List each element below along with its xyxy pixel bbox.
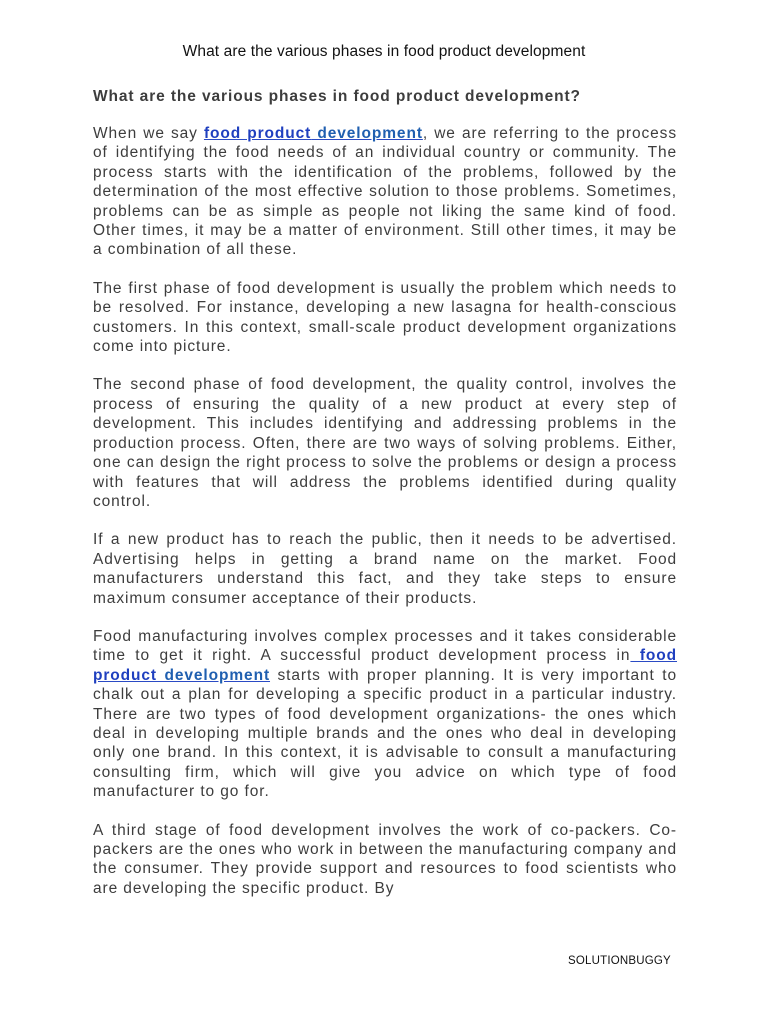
food-product-development-link[interactable]: [204, 125, 423, 142]
article-heading: What are the various phases in food product development?: [93, 88, 581, 105]
paragraph-intro-rest: , we are referring to the process of identifying the food needs of an individual country or community. The process starts with the identification of the problems, followed by the determination of the most effective solution to those problems. Sometimes, problems can be as simple as people not liking the same kind of food. Other times, it may be a matter of environment. Still other times, it may be a combination of all these.: [93, 125, 677, 259]
link-text-secondary: development: [311, 125, 423, 142]
link-text-secondary: development: [157, 666, 271, 684]
paragraph-third-stage: A third stage of food development involves the work of co-packers. Co-packers are the ones who work in between the manufacturing company and the consumer. They provide support and resources to food scientists who are developing the specific product. By: [93, 821, 677, 897]
footer-brand: SOLUTIONBUGGY: [568, 955, 671, 967]
article-body: [93, 86, 677, 917]
link-text-primary: food product: [93, 647, 678, 684]
paragraph-advertising: If a new product has to reach the public, then it needs to be advertised. Advertising helps in getting a brand name on the market. Food manufacturers understand this fact, and they take steps to ensure maximum consumer acceptance of their products.: [93, 531, 677, 607]
paragraph-intro-lead: When we say: [93, 125, 204, 142]
paragraph-manufacturing-lead: Food manufacturing involves complex processes and it takes considerable time to get it right. A successful product development process in: [93, 627, 677, 665]
paragraph-first-phase: The first phase of food development is usually the problem which needs to be resolved. For instance, developing a new lasagna for health-conscious customers. In this context, small-scale product development organizations come into picture.: [93, 279, 677, 356]
paragraph-manufacturing-rest: starts with proper planning. It is very important to chalk out a plan for developing a specific product in a particular industry. There are two types of food development organizations- the ones which deal in developing multiple brands and the ones who deal in developing only one brand. In this context, it is advisable to consult a manufacturing consulting firm, which will give you advice on which type of food manufacturer to go for.: [93, 666, 677, 801]
page-header-title: What are the various phases in food product development: [182, 43, 586, 60]
paragraph-second-phase: The second phase of food development, the quality control, involves the process of ensuring the quality of a new product at every step of development. This includes identifying and addressing problems in the production process. Often, there are two ways of solving problems. Either, one can design the right process to solve the problems or design a process with features that will address the problems identified during quality control.: [93, 376, 677, 510]
link-text-primary: food product: [203, 125, 312, 142]
paragraph-intro: [93, 124, 677, 260]
paragraph-manufacturing: [93, 627, 677, 802]
